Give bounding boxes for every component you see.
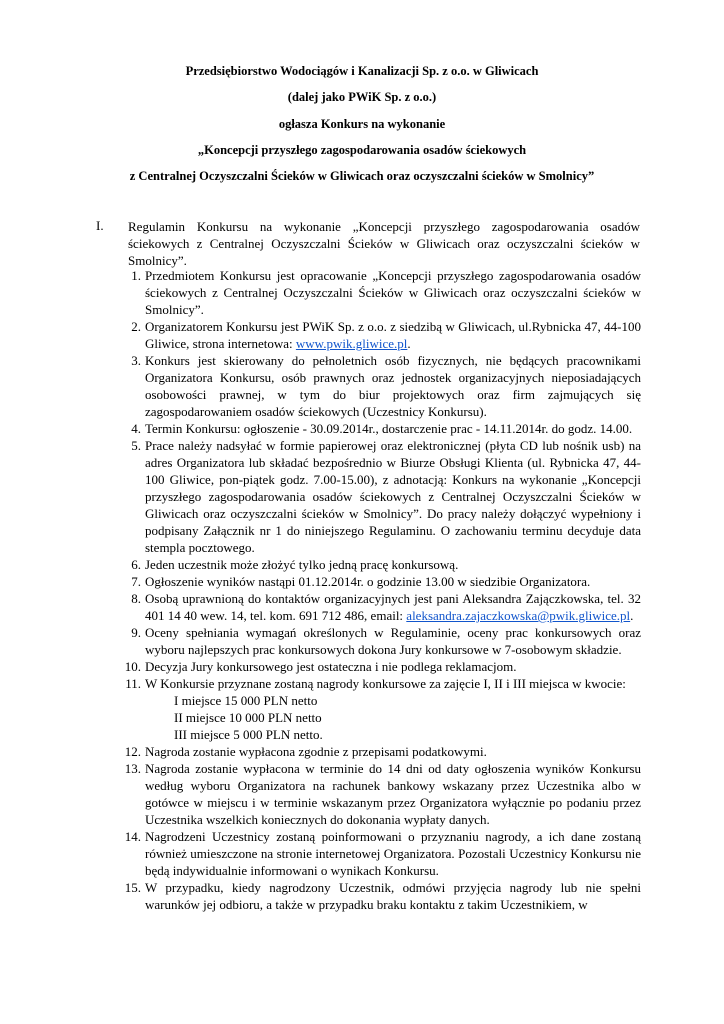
item-number: 8. bbox=[131, 591, 141, 606]
item-text: Nagrodzeni Uczestnicy zostaną poinformowani o przyznaniu nagrody, a ich dane zostaną również umieszczone na stronie internetowej Organizatora. Pozostali Uczestnicy Konkursu nie będą indywidualnie informowani o wynikach Konkursu. bbox=[145, 829, 641, 878]
list-item bbox=[131, 352, 641, 420]
item-text: Przedmiotem Konkursu jest opracowanie „Koncepcji przyszłego zagospodarowania osadów ściekowych z Centralnej Oczyszczalni Ścieków w Gliwicach oraz oczyszczalni ścieków w Smolnicy”. bbox=[145, 268, 641, 317]
item-text: Organizatorem Konkursu jest PWiK Sp. z o.o. z siedzibą w Gliwicach, ul.Rybnicka 47, 44-100 Gliwice, strona internetowa: bbox=[145, 319, 641, 351]
item-text-end: . bbox=[630, 608, 634, 623]
item-text: Ogłoszenie wyników nastąpi 01.12.2014r. o godzinie 13.00 w siedzibie Organizatora. bbox=[145, 574, 591, 589]
item-number: 14. bbox=[124, 829, 141, 844]
item-text: Oceny spełniania wymagań określonych w Regulaminie, oceny prac konkursowych oraz wyboru najlepszych prac konkursowych dokona Jury konkursowe w 7-osobowym składzie. bbox=[145, 625, 641, 657]
prize-first: I miejsce 15 000 PLN netto bbox=[174, 693, 318, 708]
heading-company: Przedsiębiorstwo Wodociągów i Kanalizacji Sp. z o.o. w Gliwicach bbox=[185, 64, 539, 78]
item-text: W Konkursie przyznane zostaną nagrody konkursowe za zajęcie I, II i III miejsca w kwocie: bbox=[145, 676, 626, 691]
list-item bbox=[124, 658, 641, 675]
list-item bbox=[131, 624, 641, 658]
item-text: Decyzja Jury konkursowego jest ostateczna i nie podlega reklamacjom. bbox=[145, 659, 517, 674]
item-number: 2. bbox=[131, 319, 141, 334]
item-number: 6. bbox=[131, 557, 141, 572]
prize-second: II miejsce 10 000 PLN netto bbox=[174, 710, 322, 725]
section-number: I. bbox=[96, 218, 104, 233]
heading-subject: „Koncepcji przyszłego zagospodarowania osadów ściekowych bbox=[197, 143, 527, 157]
rules-list bbox=[124, 267, 641, 913]
item-number: 4. bbox=[131, 421, 141, 436]
list-item bbox=[131, 437, 641, 556]
list-item bbox=[131, 573, 641, 590]
list-item bbox=[131, 267, 641, 318]
item-text: Nagroda zostanie wypłacona w terminie do 14 dni od daty ogłoszenia wyników Konkursu według wyboru Organizatora na rachunek bankowy wskazany przez Uczestnika albo w gotówce w miejscu i w terminie wskazanym przez Organizatora wyłącznie po podaniu przez Uczestnika wszelkich koniecznych do dokonania wypłaty danych. bbox=[145, 761, 641, 827]
item-text: Konkurs jest skierowany do pełnoletnich osób fizycznych, nie będących pracownikami Organizatora Konkursu, osób prawnych oraz jednostek organizacyjnych nieposiadających osobowości prawnej, w tym do biur projektowych oraz firm zajmujących się zagospodarowaniem osadów ściekowych (Uczestnicy Konkursu). bbox=[145, 353, 641, 419]
email-link[interactable]: aleksandra.zajaczkowska@pwik.gliwice.pl bbox=[406, 608, 631, 623]
item-number: 9. bbox=[131, 625, 141, 640]
item-text: W przypadku, kiedy nagrodzony Uczestnik, odmówi przyjęcia nagrody lub nie spełni warunków jej odbioru, a także w przypadku braku kontaktu z takim Uczestnikiem, w bbox=[145, 880, 641, 912]
list-item bbox=[124, 879, 641, 913]
list-item bbox=[131, 420, 641, 437]
item-number: 15. bbox=[124, 880, 141, 895]
item-number: 12. bbox=[124, 744, 141, 759]
heading-announcement: ogłasza Konkurs na wykonanie bbox=[278, 117, 446, 131]
item-text: Jeden uczestnik może złożyć tylko jedną pracę konkursową. bbox=[145, 557, 459, 572]
heading-subject-cont: z Centralnej Oczyszczalni Ścieków w Gliwicach oraz oczyszczalni ścieków w Smolnicy” bbox=[129, 169, 595, 183]
item-text: Termin Konkursu: ogłoszenie - 30.09.2014r., dostarczenie prac - 14.11.2014r. do godz. 14.00. bbox=[145, 421, 633, 436]
item-number: 7. bbox=[131, 574, 141, 589]
list-item bbox=[131, 318, 641, 352]
heading-alias: (dalej jako PWiK Sp. z o.o.) bbox=[287, 90, 437, 104]
item-number: 3. bbox=[131, 353, 141, 368]
list-item bbox=[131, 590, 641, 624]
prize-third: III miejsce 5 000 PLN netto. bbox=[174, 727, 323, 742]
item-number: 1. bbox=[131, 268, 141, 283]
list-item bbox=[131, 556, 641, 573]
list-item bbox=[124, 828, 641, 879]
item-number: 10. bbox=[124, 659, 141, 674]
website-link[interactable]: www.pwik.gliwice.pl bbox=[295, 336, 408, 351]
item-number: 5. bbox=[131, 438, 141, 453]
item-text-end: . bbox=[407, 336, 411, 351]
item-text: Osobą uprawnioną do kontaktów organizacyjnych jest pani Aleksandra Zajączkowska, tel. 32 401 14 40 wew. 14, tel. kom. 691 712 486, email: bbox=[145, 591, 641, 623]
item-text: Prace należy nadsyłać w formie papierowej oraz elektronicznej (płyta CD lub nośnik usb) na adres Organizatora lub składać bezpośrednio w Biurze Obsługi Klienta (ul. Rybnicka 47, 44-100 Gliwice, pon-piątek godz. 7.00-15.00), z adnotacją: Konkurs na wykonanie „Koncepcji przyszłego zagospodarowania osadów ściekowych z Centralnej Oczyszczalni Ścieków w Gliwicach oraz oczyszczalni ścieków w Smolnicy”. Do pracy należy dołączyć wypełniony i podpisany Załącznik nr 1 do niniejszego Regulaminu. O zachowaniu terminu decyduje data stempla pocztowego. bbox=[145, 438, 641, 555]
list-item bbox=[124, 760, 641, 828]
item-number: 13. bbox=[124, 761, 141, 776]
item-number: 11. bbox=[125, 676, 141, 691]
list-item bbox=[124, 743, 641, 760]
item-text: Nagroda zostanie wypłacona zgodnie z przepisami podatkowymi. bbox=[145, 744, 487, 759]
section-title: Regulamin Konkursu na wykonanie „Koncepcji przyszłego zagospodarowania osadów ściekowych z Centralnej Oczyszczalni Ścieków w Gliwicach oraz oczyszczalni ścieków w Smolnicy”. bbox=[128, 219, 640, 268]
list-item bbox=[125, 675, 641, 743]
